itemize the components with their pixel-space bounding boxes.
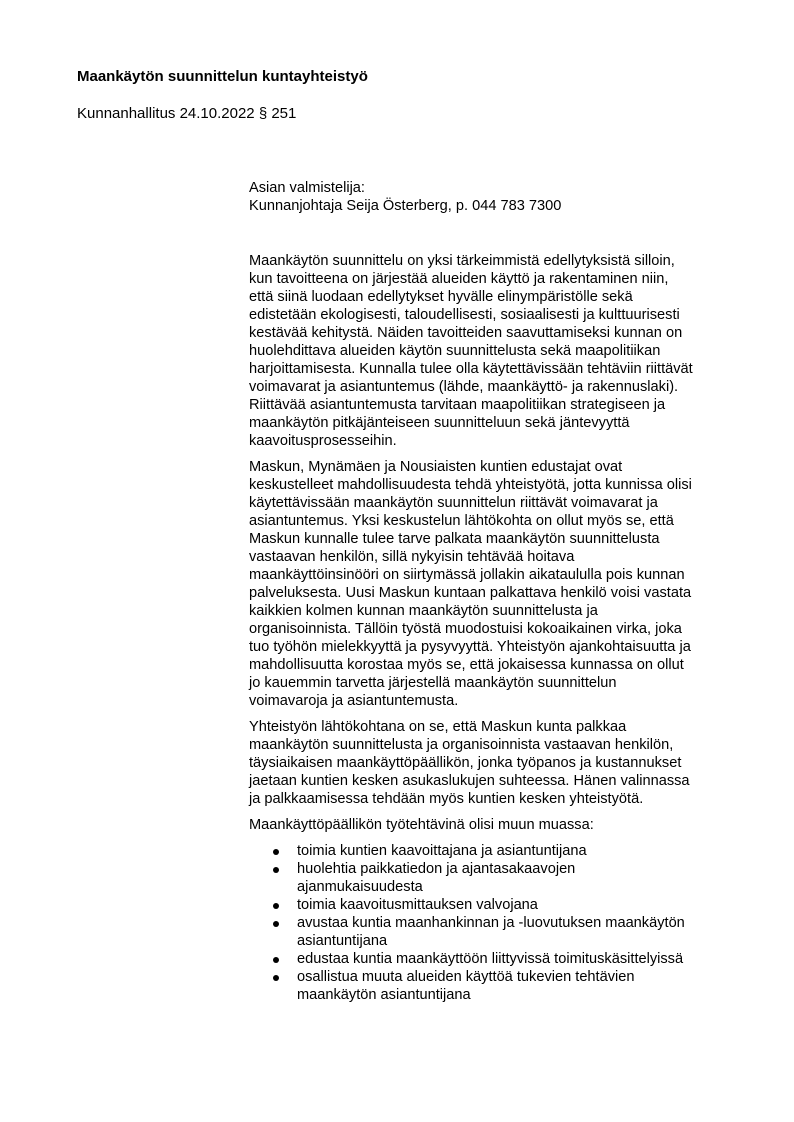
preparer-label: Asian valmistelija: bbox=[249, 180, 365, 196]
duties-list bbox=[249, 842, 749, 1004]
bullet-icon bbox=[273, 867, 279, 873]
list-item bbox=[249, 950, 749, 968]
bullet-icon bbox=[273, 921, 279, 927]
list-item bbox=[249, 968, 749, 1004]
list-item-text: edustaa kuntia maankäyttöön liittyvissä toimituskäsittelyissä bbox=[297, 951, 684, 967]
meeting-reference: Kunnanhallitus 24.10.2022 § 251 bbox=[77, 105, 297, 122]
paragraph-cooperation-basis: Yhteistyön lähtökohtana on se, että Maskun kunta palkkaa maankäytön suunnittelusta ja organisoinnista vastaavan henkilön, täysiaikaisen maankäyttöpäällikön, jonka työpanos ja kustannukset jaetaan kuntien kesken asukaslukujen suhteessa. Hänen valinnassa ja palkkaamisessa tehdään myös kuntien kesken yhteistyötä. bbox=[249, 719, 690, 807]
preparer-block bbox=[249, 179, 749, 215]
paragraph-discussion: Maskun, Mynämäen ja Nousiaisten kuntien edustajat ovat keskustelleet mahdollisuudesta tehdä yhteistyötä, jotta kunnissa olisi käytettävissään maankäytön suunnittelun riittävät voimavarat ja asiantuntemus. Yksi keskustelun lähtökohta on ollut myös se, että Maskun kunnalle tulee tarve palkata maankäytön suunnittelusta vastaavan henkilön, sillä nykyisin tehtävää hoitava maankäyttöinsinööri on siirtymässä jollakin aikataululla pois kunnan palveluksesta. Uusi Maskun kuntaan palkattava henkilö voisi vastata kaikkien kolmen kunnan maankäytön suunnittelusta ja organisoinnista. Tällöin työstä muodostuisi kokoaikainen virka, joka tuo työhön mielekkyyttä ja pysyvyyttä. Yhteistyön ajankohtaisuutta ja mahdollisuutta korostaa myös se, että jokaisessa kunnassa on ollut jo kauemmin tarvetta järjestellä maankäytön suunnittelun voimavaroja ja asiantuntemusta. bbox=[249, 459, 692, 709]
list-item bbox=[249, 914, 749, 950]
bullet-icon bbox=[273, 903, 279, 909]
list-item bbox=[249, 896, 749, 914]
paragraph-background: Maankäytön suunnittelu on yksi tärkeimmistä edellytyksistä silloin, kun tavoitteena on järjestää alueiden käyttö ja rakentaminen niin, että siinä luodaan edellytykset hyvälle elinympäristölle sekä edistetään ekologisesti, taloudellisesti, sosiaalisesti ja kulttuurisesti kestävää kehitystä. Näiden tavoitteiden saavuttamiseksi kunnan on huolehdittava alueiden käytön suunnittelusta sekä maapolitiikan harjoittamisesta. Kunnalla tulee olla käytettävissään tehtäviin riittävät voimavarat ja asiantuntemus (lähde, maankäyttö- ja rakennuslaki). Riittävää asiantuntemusta tarvitaan maapolitiikan strategiseen ja maankäytön pitkäjänteiseen suunnitteluun sekä jäntevyyttä kaavoitusprosesseihin. bbox=[249, 253, 693, 449]
list-item-text: osallistua muuta alueiden käyttöä tukevien tehtävien maankäytön asiantuntijana bbox=[297, 969, 635, 1003]
preparer-name: Kunnanjohtaja Seija Österberg, p. 044 783 7300 bbox=[249, 198, 562, 214]
list-item bbox=[249, 860, 749, 896]
list-item-text: toimia kuntien kaavoittajana ja asiantuntijana bbox=[297, 843, 587, 859]
document-body bbox=[249, 252, 749, 1004]
bullet-icon bbox=[273, 849, 279, 855]
paragraph-duties-intro: Maankäyttöpäällikön työtehtävinä olisi muun muassa: bbox=[249, 817, 594, 833]
bullet-icon bbox=[273, 957, 279, 963]
list-item bbox=[249, 842, 749, 860]
list-item-text: toimia kaavoitusmittauksen valvojana bbox=[297, 897, 538, 913]
list-item-text: avustaa kuntia maanhankinnan ja -luovutuksen maankäytön asiantuntijana bbox=[297, 915, 685, 949]
bullet-icon bbox=[273, 975, 279, 981]
document-title: Maankäytön suunnittelun kuntayhteistyö bbox=[77, 68, 368, 85]
list-item-text: huolehtia paikkatiedon ja ajantasakaavojen ajanmukaisuudesta bbox=[297, 861, 576, 895]
